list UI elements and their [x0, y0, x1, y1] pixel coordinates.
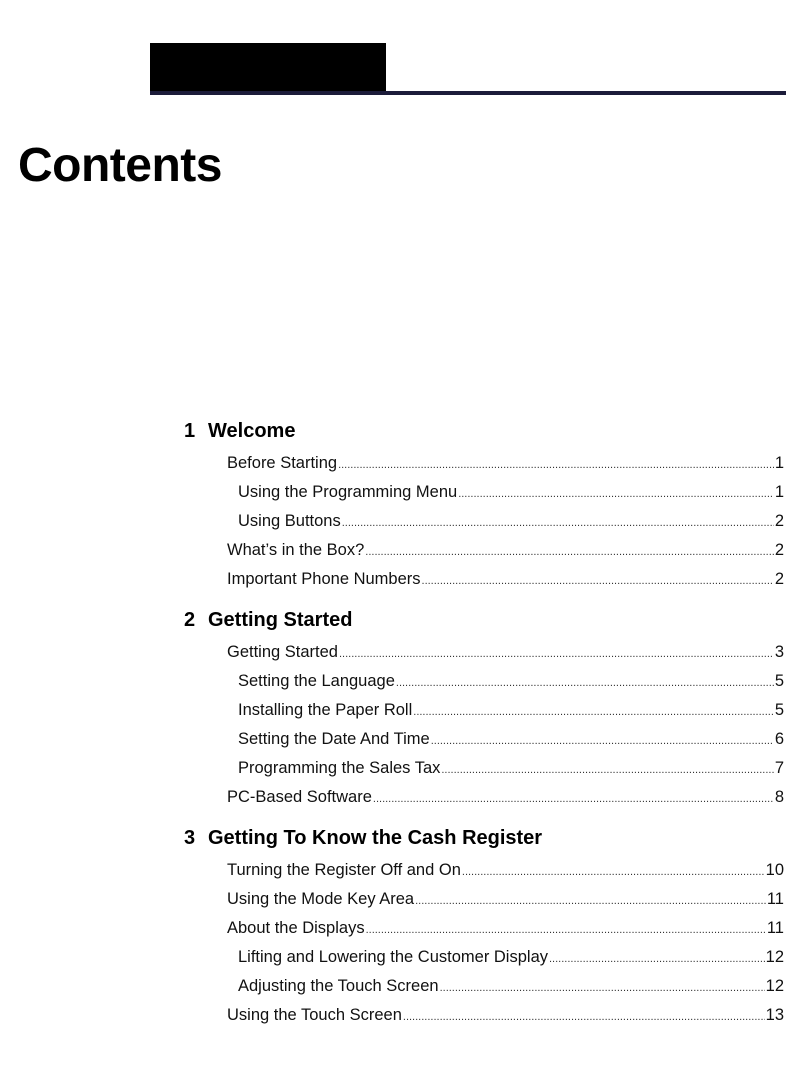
toc-entry-title: About the Displays: [227, 919, 365, 937]
dot-leader: [422, 575, 774, 587]
toc-entry-title: PC-Based Software: [227, 788, 372, 806]
toc-entry[interactable]: [184, 861, 784, 890]
dot-leader: [462, 866, 765, 878]
dot-leader: [441, 764, 773, 776]
toc-page-number: 12: [765, 948, 784, 966]
dot-leader: [365, 546, 774, 558]
dot-leader: [549, 953, 765, 965]
table-of-contents: [184, 420, 784, 1045]
toc-entry[interactable]: [184, 1006, 784, 1035]
toc-page-number: 1: [774, 454, 784, 472]
chapter-heading[interactable]: [184, 609, 784, 643]
dot-leader: [373, 793, 774, 805]
toc-entry-title: Important Phone Numbers: [227, 570, 421, 588]
toc-entry-title: Getting Started: [227, 643, 338, 661]
header-black-block: [150, 43, 386, 95]
chapter-title: Getting To Know the Cash Register: [208, 827, 543, 849]
toc-entry[interactable]: [184, 759, 784, 788]
toc-entry[interactable]: [184, 730, 784, 759]
chapter-title: Welcome: [208, 420, 296, 442]
page-title: Contents: [18, 139, 222, 192]
header-rule: [150, 91, 786, 95]
toc-entry-title: Setting the Date And Time: [238, 730, 430, 748]
toc-entry[interactable]: [184, 512, 784, 541]
toc-entry[interactable]: [184, 643, 784, 672]
toc-page-number: 10: [765, 861, 784, 879]
toc-entry-title: Before Starting: [227, 454, 338, 472]
toc-entry[interactable]: [184, 788, 784, 817]
toc-page-number: 13: [765, 1006, 784, 1024]
toc-page-number: 6: [774, 730, 784, 748]
toc-entry[interactable]: [184, 701, 784, 730]
dot-leader: [431, 735, 774, 747]
dot-leader: [342, 517, 774, 529]
toc-entry-title: Using the Touch Screen: [227, 1006, 402, 1024]
toc-entry[interactable]: [184, 890, 784, 919]
chapter-heading[interactable]: [184, 420, 784, 454]
toc-entry-title: Adjusting the Touch Screen: [238, 977, 439, 995]
chapter-number: 1: [184, 420, 196, 442]
chapter-section: [184, 827, 784, 1035]
dot-leader: [338, 459, 774, 471]
dot-leader: [339, 648, 774, 660]
toc-entry[interactable]: [184, 483, 784, 512]
toc-entry-title: What’s in the Box?: [227, 541, 365, 559]
toc-page-number: 2: [774, 512, 784, 530]
toc-page-number: 11: [766, 890, 784, 908]
toc-entry[interactable]: [184, 948, 784, 977]
toc-page-number: 2: [774, 570, 784, 588]
chapter-number: 2: [184, 609, 196, 631]
toc-entry[interactable]: [184, 541, 784, 570]
dot-leader: [403, 1011, 765, 1023]
toc-entry-title: Turning the Register Off and On: [227, 861, 461, 879]
chapter-section: [184, 420, 784, 599]
dot-leader: [458, 488, 774, 500]
toc-page-number: 2: [774, 541, 784, 559]
toc-page-number: 12: [765, 977, 784, 995]
toc-page-number: 7: [774, 759, 784, 777]
dot-leader: [415, 895, 766, 907]
chapter-title: Getting Started: [208, 609, 353, 631]
dot-leader: [413, 706, 774, 718]
toc-entry-title: Lifting and Lowering the Customer Display: [238, 948, 548, 966]
toc-page-number: 1: [774, 483, 784, 501]
toc-page-number: 5: [774, 701, 784, 719]
toc-entry-title: Programming the Sales Tax: [238, 759, 441, 777]
toc-entry-title: Installing the Paper Roll: [238, 701, 413, 719]
toc-entry-title: Using Buttons: [238, 512, 341, 530]
dot-leader: [396, 677, 774, 689]
toc-entry[interactable]: [184, 977, 784, 1006]
toc-page-number: 5: [774, 672, 784, 690]
toc-entry[interactable]: [184, 672, 784, 701]
toc-entry-title: Using the Mode Key Area: [227, 890, 415, 908]
chapter-heading[interactable]: [184, 827, 784, 861]
dot-leader: [440, 982, 765, 994]
chapter-section: [184, 609, 784, 817]
chapter-number: 3: [184, 827, 196, 849]
toc-entry[interactable]: [184, 454, 784, 483]
toc-page-number: 8: [774, 788, 784, 806]
toc-entry-title: Setting the Language: [238, 672, 395, 690]
toc-entry[interactable]: [184, 570, 784, 599]
toc-entry[interactable]: [184, 919, 784, 948]
dot-leader: [366, 924, 766, 936]
toc-page-number: 3: [774, 643, 784, 661]
toc-entry-title: Using the Programming Menu: [238, 483, 458, 501]
toc-page-number: 11: [766, 919, 784, 937]
